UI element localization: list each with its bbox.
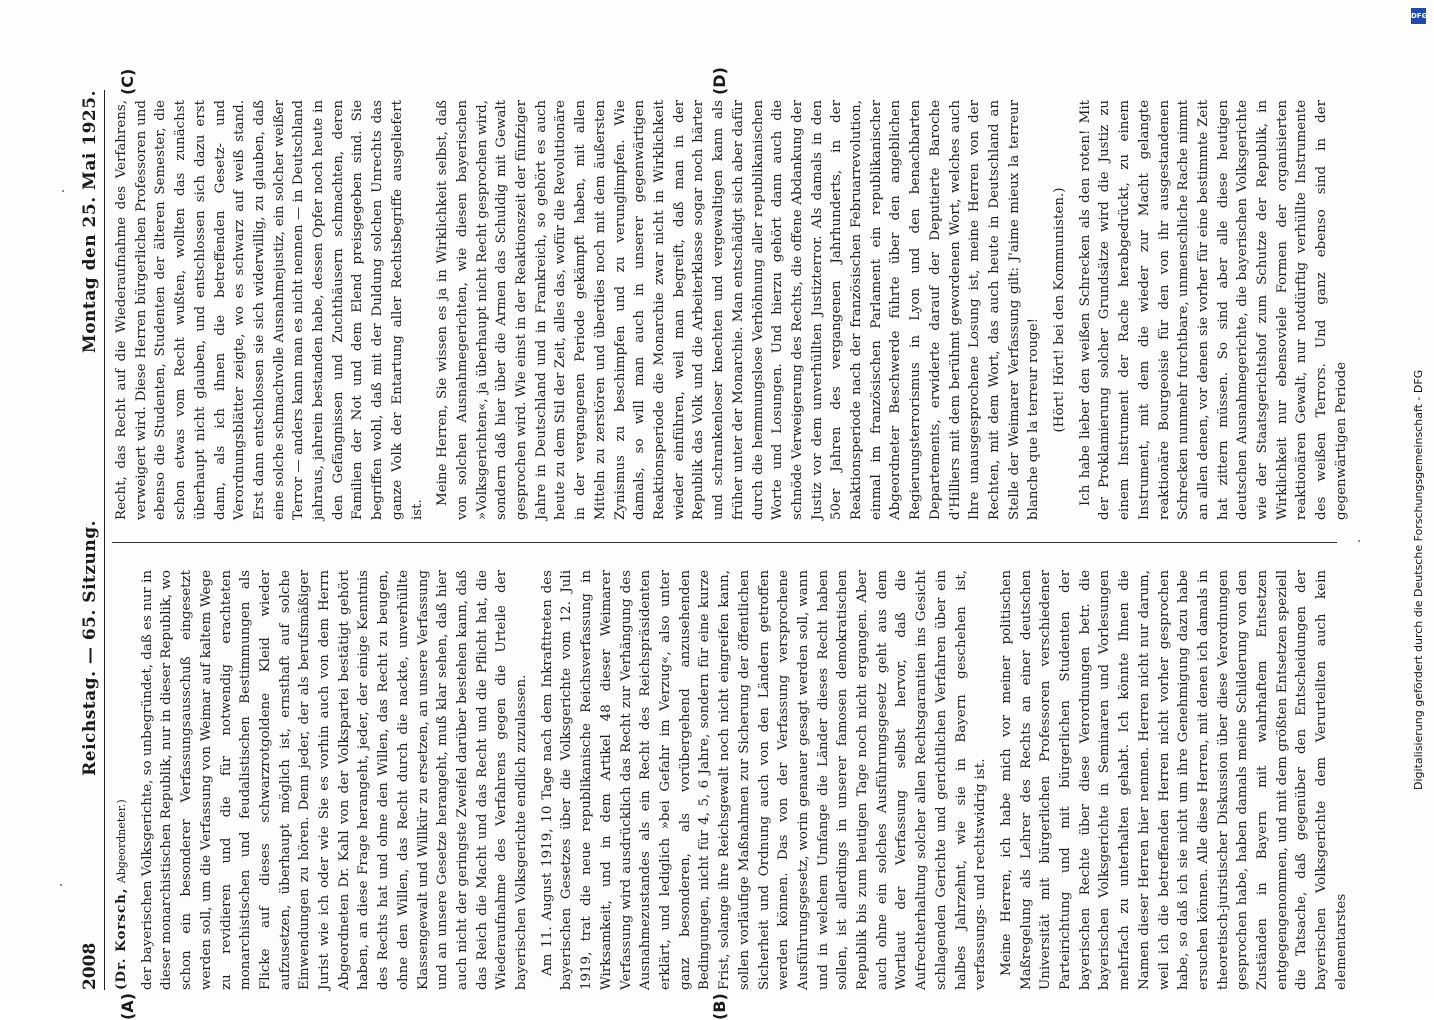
paragraph: Meine Herren, Sie wissen es ja in Wirklichkeit selbst, daß von solchen Ausnahmegerichten, wie diesen bayerischen »Volksgerichten«, ja überhaupt nicht Recht gesprochen wird, sondern daß hier über die Armen das Schuldig mit Gewalt gesprochen wird. Wie einst in der Reaktionszeit der fünfziger Jahre in Deutschland und in Frankreich, so gehört es auch heute zu dem Stil der Zeit, alles das, wofür die Revolutionäre in der vergangenen Periode gekämpft haben, mit allen Mitteln zu zerstören und überdies noch mit dem äußersten Zynismus zu beschimpfen und zu verunglimpfen. Wie damals, so will man auch in unserer gegenwärtigen Reaktionsperiode die Monarchie zwar nicht in Wirklichkeit wieder einführen, weil man begreift, daß man in der Republik das Volk und die Arbeiterklasse sogar noch härter und schrankenloser knechten und vergewaltigen kann als früher unter der Monarchie. Man entschädigt sich aber dafür durch die hemmungslose Verhöhnung aller republikanischen Worte und Losungen. Und hierzu gehört dann auch die schnöde Verweigerung des Rechts, die offene Abdankung der Justiz vor dem unverhüllten Justizterror. Als damals in den 50er Jahren des vergangenen Jahrhunderts, in der Reaktionsperiode nach der französischen Februarrevolution, einmal im französischen Parlament ein republikanischer Abgeordneter Beschwerde führte über den angeblichen Regierungsterrorismus in Lyon und den benachbarten Departements, erwiderte darauf der Deputierte Baroche d'Hilliers mit dem berühmt gewordenen Wort, welches auch Ihre unausgesprochene Losung ist, meine Herren von der Rechten, mit dem Wort, das auch heute in Deutschland an Stelle der Weimarer Verfassung gilt: J'aime mieux la terreur blanche que la terreur rouge! — [435, 100, 1042, 520]
dfg-watermark — [1408, 8, 1430, 808]
scan-speck — [1358, 540, 1360, 542]
text-column-right — [112, 100, 1349, 520]
text-column-left — [112, 570, 1349, 990]
dfg-notice: Digitalisierung gefördert durch die Deutsche Forschungsgemeinschaft ‑ DFG — [1412, 369, 1425, 790]
paragraph: Meine Herren, ich habe mich vor meiner politischen Maßregelung als Lehrer des Rechts an einer deutschen Universität mit bürgerlichen Professoren verschiedener Parteirichtung und mit bürgerlichen Studenten der bayerischen Rechte über diese Verordnungen betr. die bayerischen Volksgerichte in Seminaren und Vorlesungen mehrfach zu unterhalten gehabt. Ich könnte Ihnen die Namen dieser Herren hier nennen. Herren nicht nur darum, weil ich die betreffenden Herren nicht vorher gesprochen habe, so daß ich sie nicht um ihre Genehmigung dazu habe ersuchen können. Alle diese Herren, mit denen ich damals in theoretisch-juristischer Diskussion über diese Verordnungen gesprochen habe, haben damals meine Schilderung von den Zuständen in Bayern mit wahrhaftem Entsetzen entgegengenommen, und mit dem größten Entsetzen speziell die Tatsache, daß gegenüber den Entscheidungen der bayerischen Volksgerichte dem Verurteilten auch kein elementarstes — [998, 570, 1349, 990]
margin-mark-c: (C) — [118, 68, 137, 95]
paragraph: Am 11. August 1919, 10 Tage nach dem Inkrafttreten des bayerischen Gesetzes über die Volksgerichte vom 12. Juli 1919, trat die neue republikanische Reichsverfassung in Wirksamkeit, und in dem Artikel 48 dieser Weimarer Verfassung wird ausdrücklich das Recht zur Verhängung des Ausnahmezustandes als ein Recht des Reichspräsidenten erklärt, und lediglich »bei Gefahr im Verzug«, also unter ganz besonderen, als vorübergehend anzusehenden Bedingungen, nicht für 4, 5, 6 Jahre, sondern für eine kurze Frist, solange ihre Reichsgewalt noch nicht eingreifen kann, sollen vorläufige Maßnahmen zur Sicherung der öffentlichen Sicherheit und Ordnung auch von den Ländern getroffen werden können. Das von der Verfassung versprochene Ausführungsgesetz, worin genauer gesagt werden soll, wann und in welchem Umfange die Länder dieses Recht haben sollen, ist allerdings in unserer famosen demokratischen Republik bis zum heutigen Tage noch nicht ergangen. Aber auch ohne ein solches Ausführungsgesetz geht aus dem Wortlaut der Verfassung selbst hervor, daß die Aufrechterhaltung solcher allen Rechtsgarantien ins Gesicht schlagenden Gerichte und gerichtlichen Verfahren über ein halbes Jahrzehnt, wie sie in Bayern geschehen ist, verfassungs- und rechtswidrig ist. — [539, 570, 989, 990]
speaker-line — [112, 570, 132, 990]
header-date: Montag den 25. Mai 1925. — [80, 90, 100, 354]
rotated-document-page — [70, 67, 1370, 1020]
paragraph: der bayerischen Volksgerichte, so unbegründet, daß es nur in dieser monarchistischen Republik, nur in dieser Republik, wo schon ein besonderer Verfassungsausschuß eingesetzt werden soll, um die Verfassung von Weimar auf kaltem Wege zu revidieren und die für notwendig erachteten monarchistischen und feudalistischen Bestimmungen als Flicke auf dieses schwarzrotgoldene Kleid wieder aufzusetzen, überhaupt möglich ist, ernsthaft auf solche Einwendungen zu hören. Denn jeder, der als berufsmäßiger Jurist wie ich oder wie Sie es vorhin auch von dem Herrn Abgeordneten Dr. Kahl von der Volkspartei bestätigt gehört haben, an diese Frage herangeht, jeder, der einige Kenntnis des Rechts hat und ohne den Willen, das Recht zu beugen, ohne den Willen, das Recht durch die nackte, unverhüllte Klassengewalt und Willkür zu ersetzen, an unsere Verfassung und an unsere Gesetze herangeht, muß klar sehen, daß hier auch nicht der geringste Zweifel darüber bestehen kann, daß das Reich die Macht und das Recht und die Pflicht hat, die Wiederaufnahme des Verfahrens gegen die Urteile der bayerischen Volksgerichte endlich zuzulassen. — [139, 570, 530, 990]
column-divider — [112, 542, 1337, 543]
paragraph: Ich habe lieber den weißen Schrecken als den roten! Mit der Proklamierung solcher Grundsätze wird die Justiz zu einem Instrument der Rache herabgedrückt, zu einem Instrument, mit dem die wieder zur Macht gelangte reaktionäre Bourgeoisie für den von ihr ausgestandenen Schrecken nunmehr furchtbare, unmenschliche Rache nimmt an allen denen, vor denen sie vorher für eine bestimmte Zeit hat zittern müssen. So sind aber alle diese heutigen deutschen Ausnahmegerichte, die bayerischen Volksgerichte wie der Staatsgerichtshof zum Schutze der Republik, in Wirklichkeit nur ebensoviele Formen der organisierten reaktionären Gewalt, nur notdürftig verhüllte Instrumente des weißen Terrors. Und ganz ebenso sind in der gegenwärtigen Periode — [1077, 100, 1349, 520]
speaker-name: (Dr. Korsch, — [113, 887, 129, 990]
page-header — [70, 90, 105, 990]
margin-mark-a: (A) — [118, 992, 137, 1020]
interjection: (Hört! Hört! bei den Kommunisten.) — [1052, 187, 1068, 433]
header-session: Reichstag. — 65. Sitzung. — [80, 519, 100, 776]
dfg-logo: DFG — [1411, 8, 1426, 24]
scan-speck — [62, 190, 64, 192]
scan-speck — [60, 884, 62, 886]
speaker-role: Abgeordneter.) — [115, 799, 128, 884]
paragraph: Recht, das Recht auf die Wiederaufnahme des Verfahrens, verweigert wird. Diese Herren bürgerlichen Professoren und ebenso die Studenten, Studenten der älteren Semester, die schon etwas vom Recht wußten, wollten das zunächst überhaupt nicht glauben, und entschlossen sich dazu erst dann, als ich ihnen die betreffenden Gesetz- und Verordnungsblätter zeigte, wo es schwarz auf weiß stand. Erst dann entschlossen sie sich widerwillig, zu glauben, daß eine solche schmachvolle Ausnahmejustiz, ein solcher weißer Terror — anders kann man es nicht nennen — in Deutschland jahraus, jahrein bestanden habe, dessen Opfer noch heute in den Gefängnissen und Zuchthäusern schmachten, deren Familien der Not und dem Elend preisgegeben sind. Sie begriffen wohl, daß mit der Duldung solchen Unrechts das ganze Volk der Entartung aller Rechtsbegriffe ausgeliefert ist. — [114, 100, 425, 520]
margin-mark-d: (D) — [710, 67, 729, 95]
margin-mark-b: (B) — [710, 993, 729, 1020]
page-number: 2008 — [80, 942, 100, 990]
